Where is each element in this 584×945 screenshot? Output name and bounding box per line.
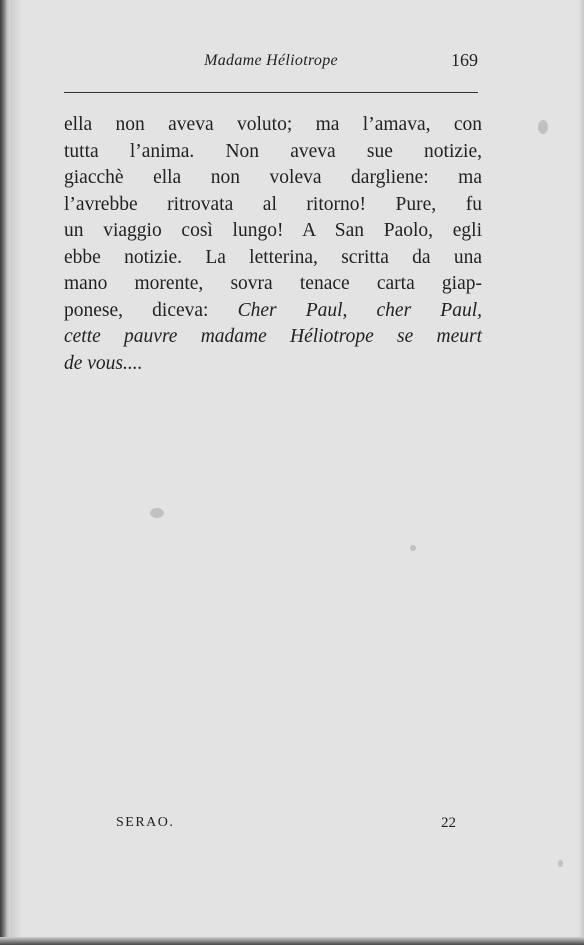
text-line: giacchè ella non voleva dargliene: ma bbox=[64, 167, 482, 188]
page-number: 169 bbox=[451, 50, 478, 70]
text-line: ebbe notizie. La letterina, scritta da una bbox=[64, 246, 482, 268]
running-header bbox=[64, 48, 478, 76]
paper-speck bbox=[150, 508, 164, 518]
text-line-italic: cette pauvre madame Héliotrope se meurt bbox=[64, 326, 482, 347]
binding-shadow bbox=[10, 0, 22, 945]
paper-speck bbox=[538, 120, 548, 134]
paper-speck bbox=[410, 545, 416, 551]
text-line: l’avrebbe ritrovata al ritorno! Pure, fu bbox=[64, 193, 482, 215]
text-segment: ponese, diceva: bbox=[64, 299, 209, 321]
text-segment-italic: Cher Paul, cher Paul, bbox=[237, 299, 483, 321]
text-line-italic: de vous.... bbox=[64, 352, 143, 374]
page-footer bbox=[116, 815, 456, 837]
header-rule bbox=[64, 92, 478, 93]
text-line: un viaggio così lungo! A San Paolo, egli bbox=[64, 220, 482, 241]
page-right-edge bbox=[578, 0, 584, 945]
binding-edge bbox=[0, 0, 10, 945]
page-bottom-edge bbox=[0, 937, 584, 945]
signature-mark-author: SERAO. bbox=[116, 815, 175, 830]
running-title: Madame Héliotrope bbox=[204, 52, 338, 69]
text-line: ella non aveva voluto; ma l’amava, con bbox=[64, 114, 482, 135]
paper-speck bbox=[558, 860, 563, 867]
body-text bbox=[64, 112, 484, 377]
text-line: mano morente, sovra tenace carta giap- bbox=[64, 273, 482, 294]
text-line-mixed bbox=[64, 298, 482, 325]
signature-mark-number: 22 bbox=[441, 815, 456, 831]
text-line: tutta l’anima. Non aveva sue notizie, bbox=[64, 140, 482, 162]
